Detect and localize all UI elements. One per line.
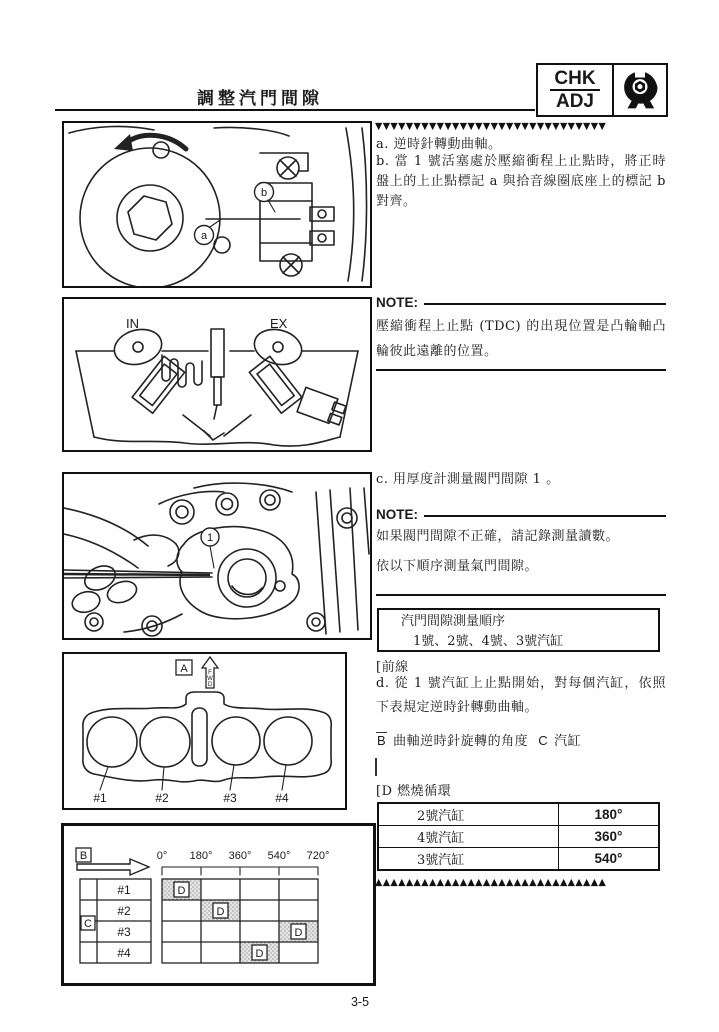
note-2-text-2: 依以下順序測量氣門間隙。 <box>376 559 539 574</box>
deg-540: 540° <box>267 850 291 862</box>
note-2-header <box>376 507 666 522</box>
deg-0: 0° <box>156 850 168 862</box>
caption-b-text: 曲軸逆時針旋轉的角度 <box>393 734 529 749</box>
label-letter-b: B <box>377 733 387 748</box>
figure-timing-rotor <box>62 121 372 288</box>
table-row <box>378 803 659 826</box>
d-box-row3: D <box>294 927 303 939</box>
measurement-order-box <box>377 608 660 652</box>
note-2-rule <box>424 515 666 517</box>
table-cell-degrees: 360° <box>559 826 660 848</box>
crank-angle-table <box>377 802 660 871</box>
deg-720: 720° <box>306 850 330 862</box>
table-cell-cylinder: 2號汽缸 <box>378 803 559 826</box>
chk-adj-label <box>538 65 614 115</box>
caption-front: [前線 <box>376 660 409 675</box>
note-1-rule <box>424 303 666 305</box>
deg-360: 360° <box>228 850 252 862</box>
caption-combustion-cycle: [D 燃燒循環 <box>376 784 452 799</box>
note-2-end-rule <box>376 594 666 596</box>
cylinder-2-label: #2 <box>155 791 169 805</box>
badge-top-text: CHK <box>554 68 596 89</box>
fwd-letter-f: F <box>208 670 212 676</box>
table-row <box>378 826 659 848</box>
fwd-letter-d: D <box>207 682 213 688</box>
order-box-title: 汽門間隙測量順序 <box>401 614 506 629</box>
section-end-separator: ▲▲▲▲▲▲▲▲▲▲▲▲▲▲▲▲▲▲▲▲▲▲▲▲▲▲▲▲▲▲ <box>375 877 607 888</box>
table-cell-degrees: 180° <box>559 803 660 826</box>
row-3-label: #3 <box>117 925 131 939</box>
note-1-header <box>376 295 666 310</box>
figure-valve-cross-section <box>62 297 372 452</box>
mark-b-label: b <box>260 187 268 199</box>
figure-feeler-gauge <box>62 472 372 640</box>
mark-a-label: a <box>200 230 208 242</box>
note-1-text: 壓縮衝程上止點 (TDC) 的出現位置是凸輪軸凸輪彼此遠離的位置。 <box>376 319 666 359</box>
rotation-arrow-icon <box>126 135 186 149</box>
note-1-end-rule <box>376 369 666 371</box>
clearance-1-label: 1 <box>206 532 214 544</box>
label-a-box: A <box>180 663 188 675</box>
note-2-label: NOTE: <box>376 507 418 522</box>
step-a-text: a. 逆時針轉動曲軸。 <box>376 137 502 152</box>
row-4-label: #4 <box>117 946 131 960</box>
table-cell-cylinder: 3號汽缸 <box>378 848 559 871</box>
header-divider <box>55 109 535 111</box>
exhaust-label: EX <box>270 316 288 331</box>
label-c-box: C <box>84 918 92 930</box>
label-letter-c: C <box>538 733 549 748</box>
caption-crank-angle <box>376 730 581 749</box>
table-cell-cylinder: 4號汽缸 <box>378 826 559 848</box>
row-1-label: #1 <box>117 883 131 897</box>
page-number: 3-5 <box>350 995 370 1009</box>
fwd-letter-w: W <box>207 676 213 682</box>
note-2-text-1: 如果閥門間隙不正確，請記錄測量讀數。 <box>376 529 620 544</box>
figure-firing-diagram <box>61 823 376 986</box>
row-2-label: #2 <box>117 904 131 918</box>
badge-bottom-text: ADJ <box>555 91 594 112</box>
section-start-separator: ▼▼▼▼▼▼▼▼▼▼▼▼▼▼▼▼▼▼▼▼▼▼▼▼▼▼▼▼▼▼ <box>375 121 607 132</box>
label-b-box: B <box>79 850 88 862</box>
order-box-sequence: 1號、2號、4號、3號汽缸 <box>413 634 564 649</box>
figure-cylinder-layout <box>62 652 347 810</box>
d-box-row2: D <box>216 906 225 918</box>
note-1-label: NOTE: <box>376 295 418 310</box>
scan-artifact-tick <box>375 758 377 776</box>
page-title: 調整汽門間隙 <box>197 89 323 109</box>
wrench-icon <box>614 65 666 115</box>
step-d-text: d. 從 1 號汽缸上止點開始，對每個汽缸，依照下表規定逆時針轉動曲軸。 <box>376 676 666 715</box>
table-cell-degrees: 540° <box>559 848 660 871</box>
deg-180: 180° <box>189 850 213 862</box>
caption-c-text: 汽缸 <box>554 734 582 749</box>
table-row <box>378 848 659 871</box>
d-box-row1: D <box>177 885 186 897</box>
step-c-text: c. 用厚度計測量閥門間隙 1 。 <box>376 472 560 487</box>
intake-label: IN <box>126 316 139 331</box>
d-box-row4: D <box>255 948 264 960</box>
chk-adj-badge <box>536 63 668 117</box>
cylinder-3-label: #3 <box>223 791 237 805</box>
cylinder-1-label: #1 <box>93 791 107 805</box>
step-b-text: b. 當 1 號活塞處於壓縮衝程上止點時，將正時盤上的上止點標記 a 與拾音線圈底座上的標記 b 對齊。 <box>376 154 666 209</box>
cylinder-4-label: #4 <box>275 791 289 805</box>
